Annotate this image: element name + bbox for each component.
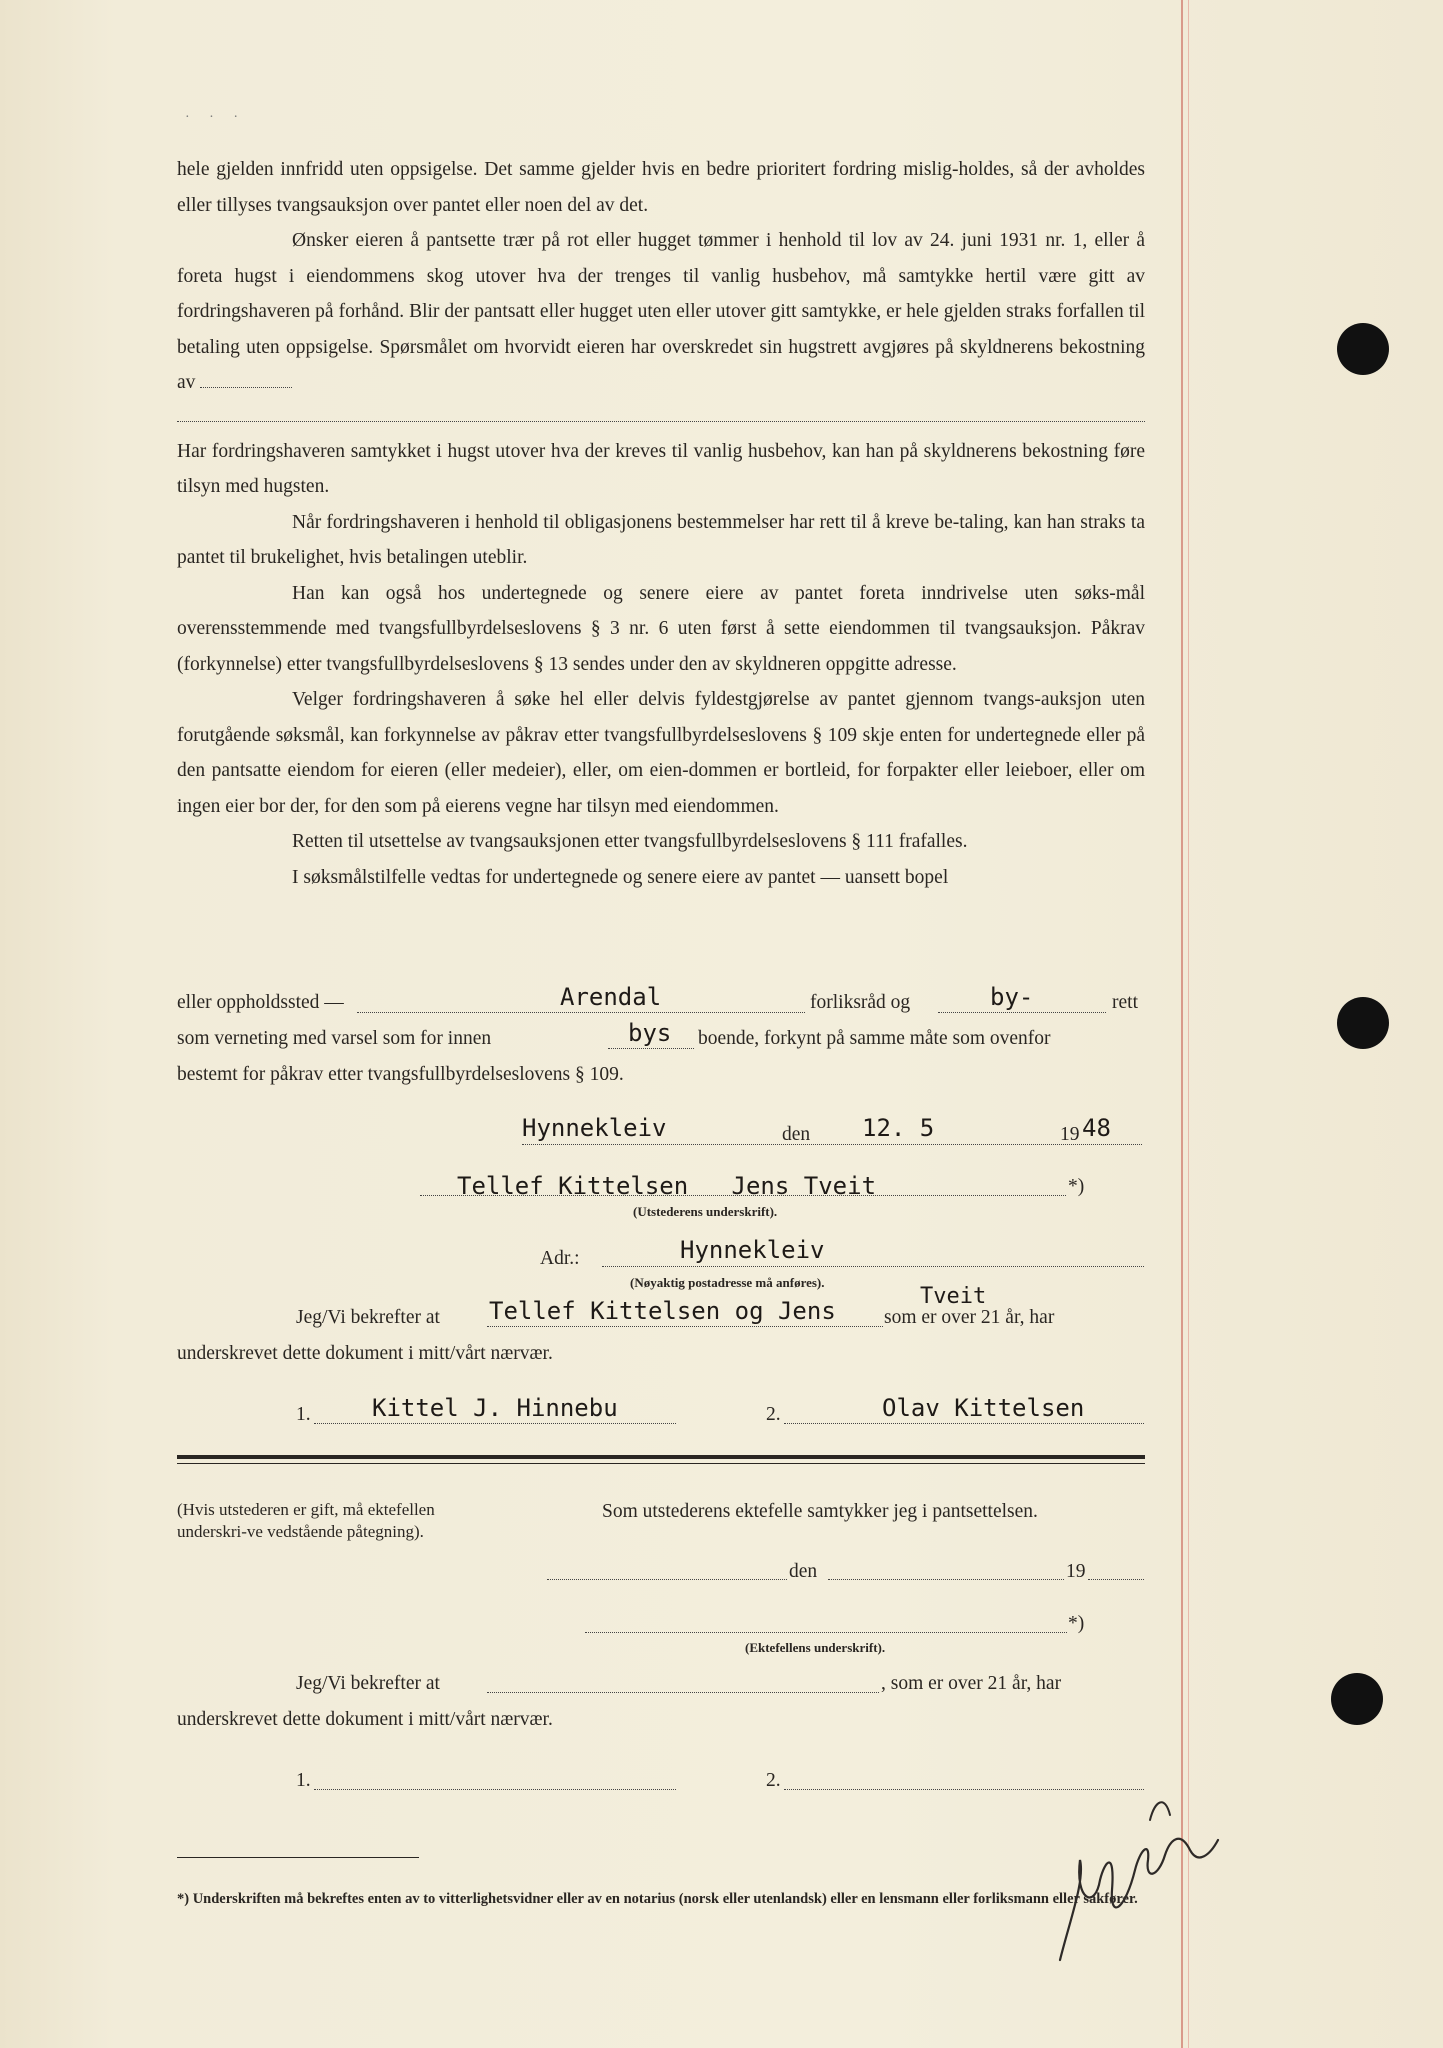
fill-line (608, 1048, 694, 1049)
fill-line (487, 1326, 883, 1327)
section-divider-thin (177, 1463, 1145, 1464)
fill-line (200, 387, 292, 388)
witness-prefix: Jeg/Vi bekrefter at (296, 1307, 440, 1328)
place-value: Hynnekleiv (522, 1114, 667, 1142)
boende-value: bys (628, 1019, 672, 1047)
venue-prefix: eller oppholdssted — (177, 992, 344, 1013)
margin-line-secondary (1188, 0, 1189, 2048)
witness-signature-2: Olav Kittelsen (882, 1394, 1085, 1422)
venue-line-2-prefix: som verneting med varsel som for innen (177, 1028, 492, 1049)
witness-number: 2. (766, 1770, 781, 1791)
spouse-note: (Hvis utstederen er gift, må ektefellen underskri-ve vedstående påtegning). (177, 1500, 435, 1541)
paragraph: Har fordringshaveren samtykket i hugst utover hva der kreves til vanlig husbehov, kan han på skyldnerens bekostning føre tilsyn med hugsten. (177, 440, 1145, 497)
paragraph: Retten til utsettelse av tvangsauksjonen etter tvangsfullbyrdelseslovens § 111 frafalles. (292, 831, 968, 852)
paragraph: Velger fordringshaveren å søke hel eller delvis fyldestgjørelse av pantet gjennom tvangs-auksjon uten forutgående søksmål, kan forkynnelse av påkrav etter tvangsfullbyrdelseslovens § 109 skje enten for undertegnede eller på den pantsatte eiendom for eieren (eller medeier), eller, om eien-dommen er bortleid, for forpakter eller leieboer, eller om ingen eier bor der, for den som på eierens vegne har tilsyn med eiendommen. (177, 689, 1145, 817)
fill-line (1088, 1579, 1144, 1580)
fill-line (938, 1012, 1106, 1013)
fill-line (177, 421, 1145, 422)
paragraph: hele gjelden innfridd uten oppsigelse. Det samme gjelder hvis en bedre prioritert fordring mislig-holdes, så der avholdes eller tillyses tvangsauksjon over pantet eller noen del av det. (177, 159, 1145, 216)
clerk-signature-scribble (1040, 1760, 1240, 2000)
witness-number: 1. (296, 1404, 311, 1425)
footnote: *) Underskriften må bekreftes enten av to vitterlighetsvidner eller av en notarius (norsk eller utenlandsk) eller en lensmann eller forliksmann eller sakfører. (177, 1891, 1138, 1907)
fill-line (314, 1423, 676, 1424)
issuer-signature: Tellef Kittelsen Jens Tveit (457, 1172, 877, 1200)
punch-hole-icon (1331, 1673, 1383, 1725)
date-value: 12. 5 (862, 1114, 935, 1142)
witness-prefix: Jeg/Vi bekrefter at (296, 1673, 440, 1694)
paragraph: Når fordringshaveren i henhold til obligasjonens bestemmelser har rett til å kreve be-taling, kan han straks ta pantet til brukelighet, hvis betalingen uteblir. (177, 511, 1145, 568)
fill-line (487, 1692, 879, 1693)
fill-line (585, 1632, 1067, 1633)
spouse-footnote-mark: *) (1068, 1613, 1085, 1634)
venue-line-2-suffix: boende, forkynt på samme måte som ovenfor (698, 1028, 1051, 1049)
venue-line-1 (177, 992, 344, 1014)
fill-line (784, 1423, 1144, 1424)
margin-line (1181, 0, 1183, 2048)
witness-line-2: underskrevet dette dokument i mitt/vårt nærvær. (177, 1709, 553, 1730)
spouse-den-label: den (789, 1561, 818, 1582)
address-value: Hynnekleiv (680, 1236, 825, 1264)
section-divider (177, 1455, 1145, 1459)
court-value: by- (990, 983, 1034, 1011)
court-label: rett (1112, 992, 1138, 1013)
witness-number: 2. (766, 1404, 781, 1425)
den-label: den (782, 1124, 811, 1145)
conditions-text-top (177, 152, 1145, 895)
fill-line (547, 1579, 787, 1580)
venue-line-3: bestemt for påkrav etter tvangsfullbyrdelseslovens § 109. (177, 1064, 624, 1085)
witness-names: Tellef Kittelsen og Jens (489, 1297, 836, 1325)
spouse-caption: (Ektefellens underskrift). (745, 1640, 886, 1655)
paragraph: Ønsker eieren å pantsette trær på rot eller hugget tømmer i henhold til lov av 24. juni 1931 nr. 1, eller å foreta hugst i eiendommens skog utover hva der trenges til vanlig husbehov, må samtykke hertil være gitt av fordringshaveren på forhånd. Blir der pantsatt eller hugget uten eller utover gitt samtykke, er hele gjelden straks forfallen til betaling uten oppsigelse. Spørsmålet om hvorvidt eieren har overskredet sin hugstrett avgjøres på skyldnerens bekostning av (177, 230, 1145, 393)
signature-footnote-mark: *) (1068, 1176, 1085, 1197)
footnote-rule (177, 1857, 419, 1858)
fill-line (357, 1012, 805, 1013)
fill-line (602, 1266, 1144, 1267)
witness-names-extra: Tveit (920, 1284, 987, 1309)
forliksrad-label: forliksråd og (810, 992, 911, 1013)
witness-signature-1: Kittel J. Hinnebu (372, 1394, 618, 1422)
punch-hole-icon (1337, 323, 1389, 375)
witness-suffix: , som er over 21 år, har (881, 1673, 1062, 1694)
address-caption: (Nøyaktig postadresse må anføres). (630, 1275, 825, 1290)
spouse-consent: Som utstederens ektefelle samtykker jeg i pantsettelsen. (602, 1501, 1038, 1522)
witness-number: 1. (296, 1770, 311, 1791)
paragraph: Han kan også hos undertegnede og senere eiere av pantet foreta inndrivelse uten søks-mål overensstemmende med tvangsfullbyrdelseslovens § 3 nr. 6 uten først å sette eiendommen til tvangsauksjon. Påkrav (forkynnelse) etter tvangsfullbyrdelseslovens § 13 sendes under den av skyldneren oppgitte adresse. (177, 582, 1145, 675)
address-label: Adr.: (540, 1248, 580, 1269)
witness-line-2: underskrevet dette dokument i mitt/vårt nærvær. (177, 1343, 553, 1364)
fill-line (314, 1789, 676, 1790)
spouse-year-label: 19 (1066, 1561, 1086, 1582)
year-value: 48 (1082, 1114, 1111, 1142)
year-prefix: 19 (1060, 1124, 1080, 1145)
fill-line (828, 1579, 1064, 1580)
forliksrad-value: Arendal (560, 983, 662, 1011)
fill-line (522, 1144, 1142, 1145)
witness-suffix: som er over 21 år, har (884, 1307, 1055, 1328)
page-corner-mark: · · · (185, 110, 246, 125)
paragraph: I søksmålstilfelle vedtas for undertegnede og senere eiere av pantet — uansett bopel (292, 866, 949, 888)
punch-hole-icon (1337, 997, 1389, 1049)
signature-caption: (Utstederens underskrift). (633, 1204, 778, 1219)
